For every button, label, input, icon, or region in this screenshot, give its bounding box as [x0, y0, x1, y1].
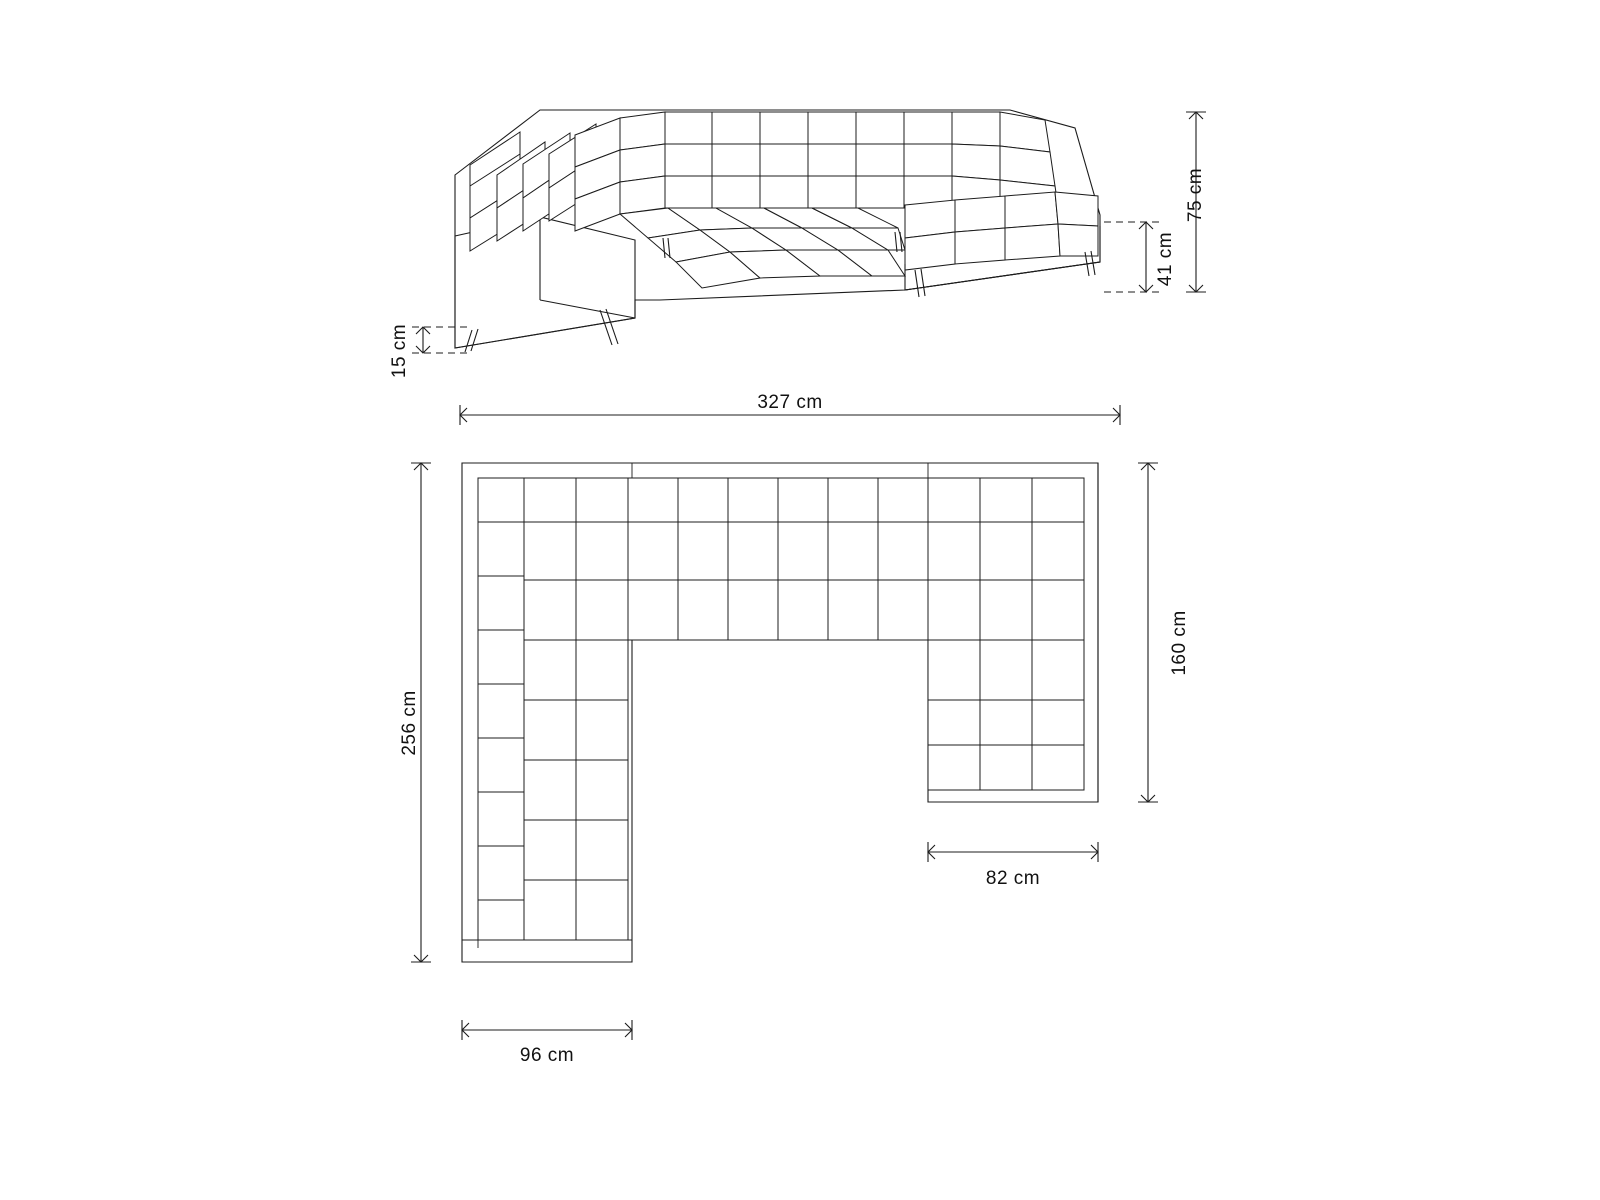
dimension-label-height-75: 75 cm: [1185, 167, 1206, 223]
dimension-label-leg-15: 15 cm: [389, 323, 410, 379]
dimension-label-width-82: 82 cm: [985, 868, 1041, 889]
dimension-label-depth-160: 160 cm: [1169, 610, 1190, 676]
dimension-label-seat-41: 41 cm: [1155, 231, 1176, 287]
dimension-label-width-327: 327 cm: [757, 392, 823, 413]
perspective-view: [455, 110, 1100, 352]
dimension-label-depth-256: 256 cm: [399, 690, 420, 756]
dimension-label-width-96: 96 cm: [519, 1045, 575, 1066]
